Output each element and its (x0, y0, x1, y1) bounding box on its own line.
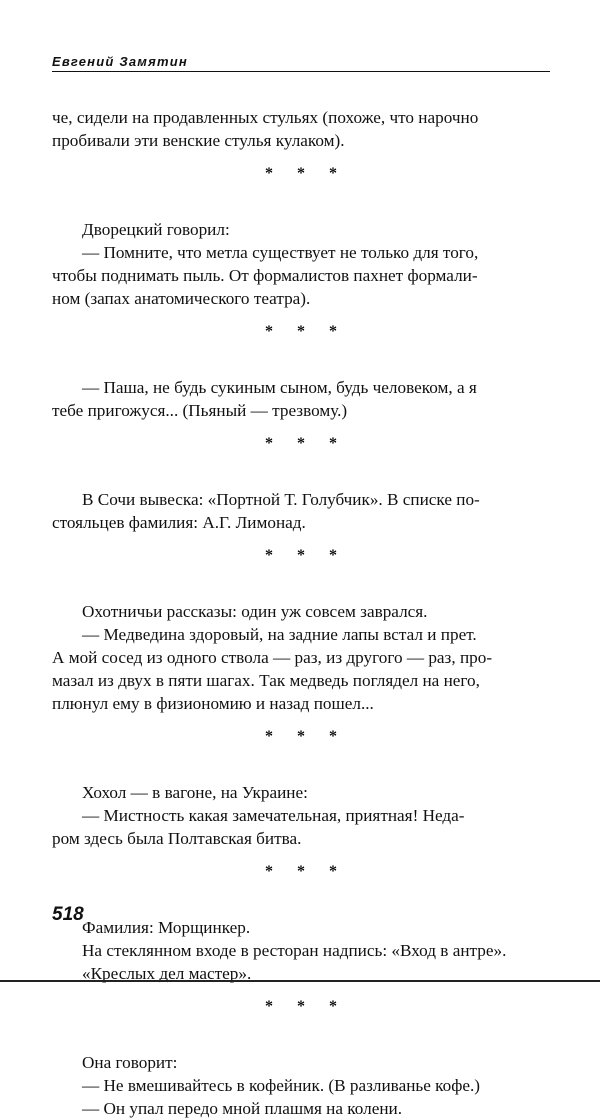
text-line: — Мистность какая замечательная, приятная! Неда- (82, 806, 465, 825)
text-line: стояльцев фамилия: А.Г. Лимонад. (52, 513, 306, 532)
text-line: Дворецкий говорил: (82, 220, 230, 239)
section-separator: * * * (265, 435, 347, 452)
text-line: — Не вмешивайтесь в кофейник. (В разливанье кофе.) (82, 1076, 481, 1095)
text-line: Охотничьи рассказы: один уж совсем заврался. (82, 602, 428, 621)
text-line: ром здесь была Полтавская битва. (52, 829, 302, 848)
text-line: А мой сосед из одного ствола — раз, из другого — раз, про- (52, 648, 493, 667)
text-line: пробивали эти венские стулья кулаком). (52, 131, 345, 150)
header-rule (52, 71, 550, 72)
section-separator: * * * (265, 323, 347, 340)
text-line: В Сочи вывеска: «Портной Т. Голубчик». В списке по- (82, 490, 480, 509)
text-line: Хохол — в вагоне, на Украине: (82, 783, 308, 802)
text-line: чтобы поднимать пыль. От формалистов пахнет формали- (52, 266, 478, 285)
text-line: — Паша, не будь сукиным сыном, будь человеком, а я (82, 378, 477, 397)
page-body (52, 106, 550, 1120)
running-head (52, 54, 550, 74)
section-separator: * * * (265, 728, 347, 745)
section-separator: * * * (265, 998, 347, 1015)
page-number: 518 (52, 904, 84, 925)
text-line: Фамилия: Морщинкер. (82, 918, 251, 937)
section-separator: * * * (265, 547, 347, 564)
section-separator: * * * (265, 165, 347, 182)
text-line: На стеклянном входе в ресторан надпись: «Вход в антре». (82, 941, 507, 960)
section-separator: * * * (265, 863, 347, 880)
text-line: че, сидели на продавленных стульях (похоже, что нарочно (52, 108, 479, 127)
text-line: «Креслых дел мастер». (82, 964, 252, 983)
text-line: — Медведина здоровый, на задние лапы встал и прет. (82, 625, 477, 644)
text-line: мазал из двух в пяти шагах. Так медведь поглядел на него, (52, 671, 480, 690)
page-bottom-edge (0, 980, 600, 982)
text-line: — Он упал передо мной плашмя на колени. (82, 1099, 403, 1118)
text-line: плюнул ему в физиономию и назад пошел... (52, 694, 374, 713)
text-line: Она говорит: (82, 1053, 178, 1072)
text-line: — Помните, что метла существует не только для того, (82, 243, 479, 262)
text-line: ном (запах анатомического театра). (52, 289, 311, 308)
running-head-author: Евгений Замятин (52, 54, 188, 69)
text-line: тебе пригожуся... (Пьяный — трезвому.) (52, 401, 348, 420)
